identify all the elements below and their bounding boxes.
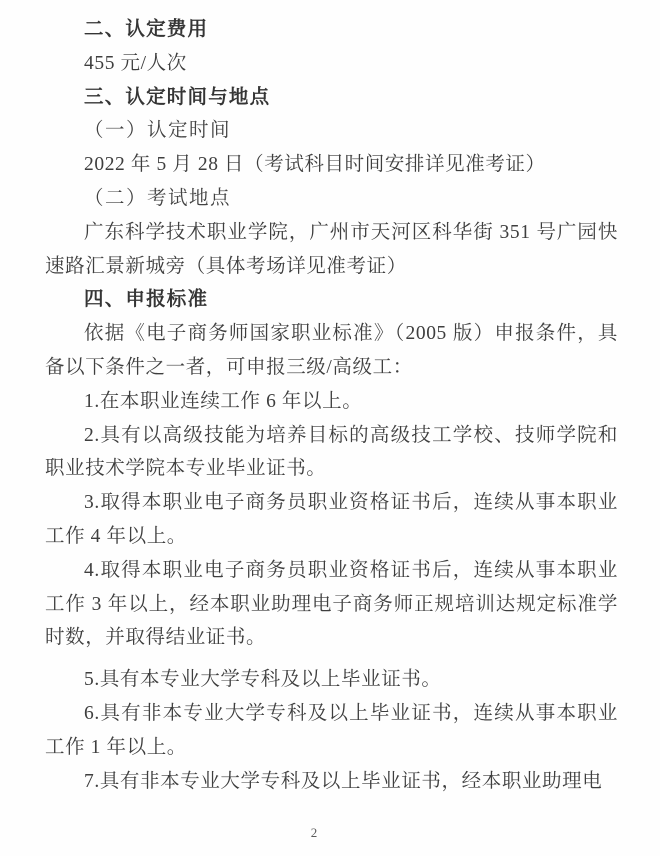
condition-3-text: 3.取得本职业电子商务员职业资格证书后，连续从事本职业工作 4 年以上。 [45, 492, 618, 547]
condition-2-text: 2.具有以高级技能为培养目标的高级技工学校、技师学院和职业技术学院本专业毕业证书。 [45, 424, 618, 480]
page-number: 2 [310, 825, 318, 840]
condition-6-text: 6.具有非本专业大学专科及以上毕业证书，连续从事本职业工作 1 年以上。 [45, 702, 618, 758]
subheading-exam-location: （二）考试地点 [84, 187, 232, 209]
exam-location-text: 广东科学技术职业学院，广州市天河区科华街 351 号广园快速路汇景新城旁（具体考场详见准考证） [45, 221, 618, 277]
condition-7-text: 7.具有非本专业大学专科及以上毕业证书，经本职业助理电 [84, 770, 603, 792]
section-heading-application-standards: 四、申报标准 [84, 288, 209, 311]
standards-intro-text: 依据《电子商务师国家职业标准》（2005 版）申报条件，具备以下条件之一者，可申报三级/高级工： [45, 323, 618, 378]
condition-4-text: 4.取得本职业电子商务员职业资格证书后，连续从事本职业工作 3 年以上，经本职业助理电子商务师正规培训达规定标准学时数，并取得结业证书。 [45, 559, 618, 649]
exam-date-text: 2022 年 5 月 28 日（考试科目时间安排详见准考证） [84, 154, 546, 176]
condition-1-text: 1.在本职业连续工作 6 年以上。 [84, 390, 363, 412]
section-heading-time-location: 三、认定时间与地点 [84, 85, 271, 108]
fee-amount-text: 455 元/人次 [84, 52, 187, 74]
condition-5-text: 5.具有本专业大学专科及以上毕业证书。 [84, 669, 442, 691]
subheading-certification-time: （一）认定时间 [84, 120, 232, 142]
section-heading-fees: 二、认定费用 [84, 18, 209, 40]
